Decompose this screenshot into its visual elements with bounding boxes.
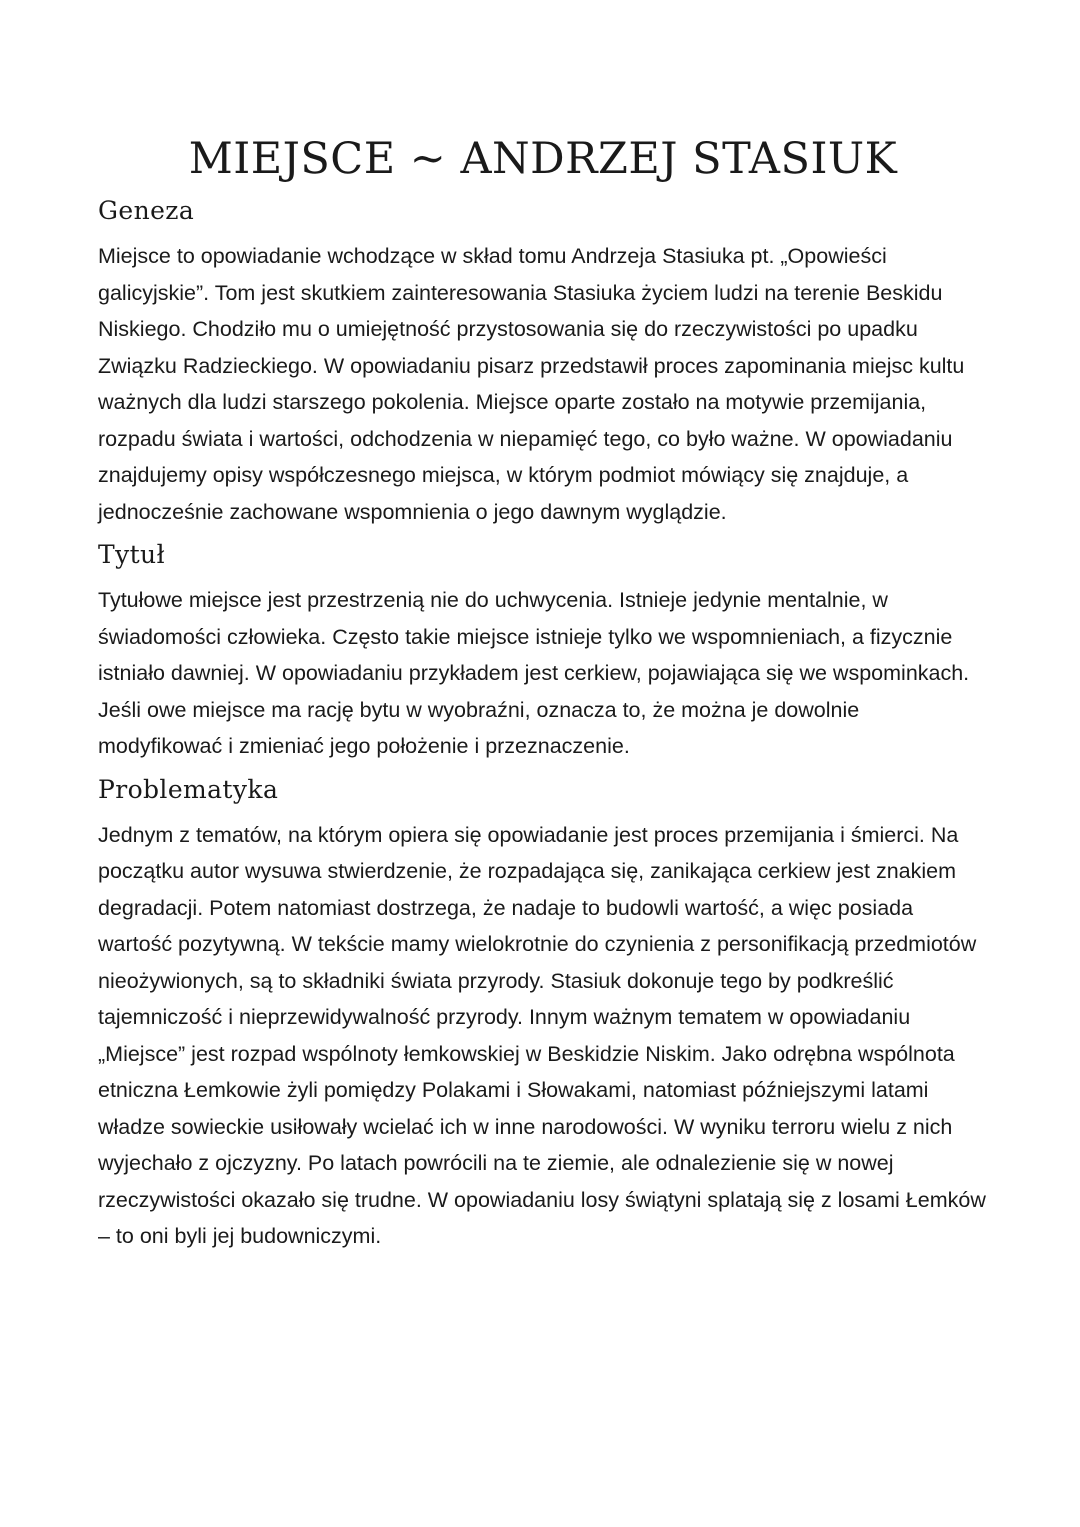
document-page <box>98 128 988 1261</box>
section-paragraph: Jednym z tematów, na którym opiera się opowiadanie jest proces przemijania i śmierci. Na początku autor wysuwa stwierdzenie, że rozpadająca się, zanikająca cerkiew jest znakiem degradacji. Potem natomiast dostrzega, że nadaje to budowli wartość, a więc posiada wartość pozytywną. W tekście mamy wielokrotnie do czynienia z personifikacją przedmiotów nieożywionych, są to składniki świata przyrody. Stasiuk dokonuje tego by podkreślić tajemniczość i nieprzewidywalność przyrody. Innym ważnym tematem w opowiadaniu „Miejsce” jest rozpad wspólnoty łemkowskiej w Beskidzie Niskim. Jako odrębna wspólnota etniczna Łemkowie żyli pomiędzy Polakami i Słowakami, natomiast późniejszymi latami władze sowieckie usiłowały wcielać ich w inne narodowości. W wyniku terroru wielu z nich wyjechało z ojczyzny. Po latach powrócili na te ziemie, ale odnalezienie się w nowej rzeczywistości okazało się trudne. W opowiadaniu losy świątyni splatają się z losami Łemków – to oni byli jej budowniczymi. <box>98 822 986 1248</box>
section-tytul <box>98 536 988 765</box>
section-heading: Problematyka <box>98 774 279 804</box>
section-heading: Geneza <box>98 196 195 225</box>
section-heading: Tytuł <box>98 540 166 569</box>
page-title: MIEJSCE ~ ANDRZEJ STASIUK <box>188 134 898 184</box>
section-paragraph: Miejsce to opowiadanie wchodzące w skład tomu Andrzeja Stasiuka pt. „Opowieści galicyjskie”. Tom jest skutkiem zainteresowania Stasiuka życiem ludzi na terenie Beskidu Niskiego. Chodziło mu o umiejętność przystosowania się do rzeczywistości po upadku Związku Radzieckiego. W opowiadaniu pisarz przedstawił proces zapominania miejsc kultu ważnych dla ludzi starszego pokolenia. Miejsce oparte zostało na motywie przemijania, rozpadu świata i wartości, odchodzenia w niepamięć tego, co było ważne. W opowiadaniu znajdujemy opisy współczesnego miejsca, w którym podmiot mówiący się znajduje, a jednocześnie zachowane wspomnienia o jego dawnym wyglądzie. <box>98 244 965 524</box>
section-paragraph: Tytułowe miejsce jest przestrzenią nie do uchwycenia. Istnieje jedynie mentalnie, w świadomości człowieka. Często takie miejsce istnieje tylko we wspomnieniach, a fizycznie istniało dawniej. W opowiadaniu przykładem jest cerkiew, pojawiająca się we wspominkach. Jeśli owe miejsce ma rację bytu w wyobraźni, oznacza to, że można je dowolnie modyfikować i zmieniać jego położenie i przeznaczenie. <box>98 588 970 758</box>
section-problematyka <box>98 771 988 1255</box>
section-geneza <box>98 192 988 530</box>
